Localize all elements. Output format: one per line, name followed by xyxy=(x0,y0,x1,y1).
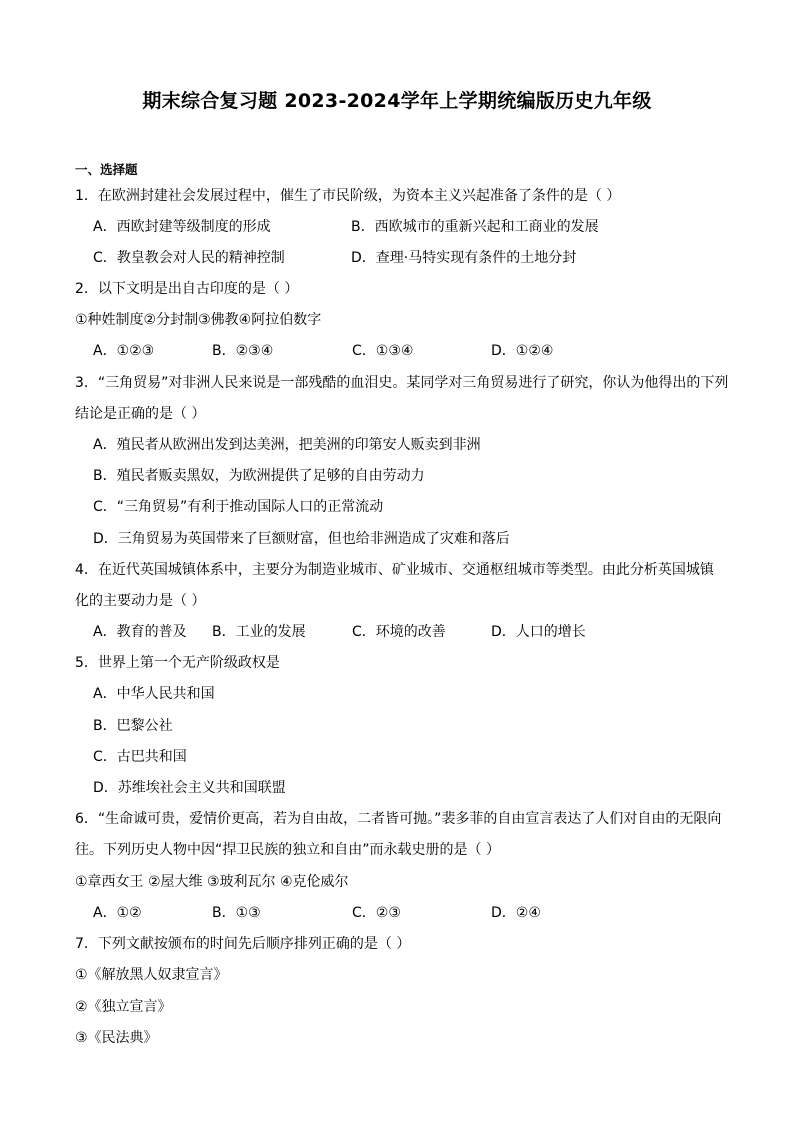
q3-option-b: B．殖民者贩卖黑奴，为欧洲提供了足够的自由劳动力 xyxy=(93,468,425,484)
q3-stem-line1: 3．“三角贸易”对非洲人民来说是一部残酷的血泪史。某同学对三角贸易进行了研究，你认为他得出的下列 xyxy=(75,375,729,391)
q4-option-c: C．环境的改善 xyxy=(352,624,446,640)
q2-option-c: C．①③④ xyxy=(352,343,414,359)
q4-option-d: D．人口的增长 xyxy=(491,624,586,640)
q6-option-d: D．②④ xyxy=(491,905,541,921)
q1-option-c: C．教皇教会对人民的精神控制 xyxy=(93,250,285,266)
q2-option-a: A．①②③ xyxy=(93,343,155,359)
q7-item-3: ③《民法典》 xyxy=(75,1030,158,1046)
q3-option-c: C．“三角贸易”有利于推动国际人口的正常流动 xyxy=(93,499,384,515)
q5-stem: 5．世界上第一个无产阶级政权是 xyxy=(75,655,280,671)
q5-option-a: A．中华人民共和国 xyxy=(93,686,215,702)
q6-option-c: C．②③ xyxy=(352,905,401,921)
q3-option-d: D．三角贸易为英国带来了巨额财富，但也给非洲造成了灾难和落后 xyxy=(93,531,510,547)
q2-items: ①种姓制度②分封制③佛教④阿拉伯数字 xyxy=(75,312,322,328)
q2-option-d: D．①②④ xyxy=(491,343,554,359)
q6-items: ①章西女王 ②屋大维 ③玻利瓦尔 ④克伦威尔 xyxy=(75,874,349,890)
q1-option-b: B．西欧城市的重新兴起和工商业的发展 xyxy=(351,219,599,235)
q1-option-a: A．西欧封建等级制度的形成 xyxy=(93,219,271,235)
q3-option-a: A．殖民者从欧洲出发到达美洲，把美洲的印第安人贩卖到非洲 xyxy=(93,437,481,453)
q4-option-b: B．工业的发展 xyxy=(212,624,306,640)
q3-stem-line2: 结论是正确的是（ ） xyxy=(75,406,206,422)
q4-stem-line1: 4．在近代英国城镇体系中，主要分为制造业城市、矿业城市、交通枢纽城市等类型。由此分析英国城镇 xyxy=(75,562,714,578)
q4-option-a: A．教育的普及 xyxy=(93,624,187,640)
q6-option-a: A．①② xyxy=(93,905,142,921)
q6-stem-line1: 6．“生命诚可贵，爱情价更高，若为自由故，二者皆可抛。”裴多菲的自由宣言表达了人们对自由的无限向 xyxy=(75,811,722,827)
q5-option-d: D．苏维埃社会主义共和国联盟 xyxy=(93,780,286,796)
q2-option-b: B．②③④ xyxy=(212,343,274,359)
q6-option-b: B．①③ xyxy=(212,905,261,921)
q1-stem: 1．在欧洲封建社会发展过程中，催生了市民阶级，为资本主义兴起准备了条件的是（ ） xyxy=(75,188,621,204)
q4-stem-line2: 化的主要动力是（ ） xyxy=(75,593,206,609)
q5-option-c: C．古巴共和国 xyxy=(93,749,187,765)
q2-stem: 2．以下文明是出自古印度的是（ ） xyxy=(75,281,299,297)
q7-stem: 7．下列文献按颁布的时间先后顺序排列正确的是（ ） xyxy=(75,936,411,952)
q1-option-d: D．查理·马特实现有条件的土地分封 xyxy=(351,250,577,266)
q5-option-b: B．巴黎公社 xyxy=(93,718,173,734)
section-heading: 一、选择题 xyxy=(75,162,138,177)
page-title: 期末综合复习题 2023-2024学年上学期统编版历史九年级 xyxy=(142,90,652,112)
q7-item-2: ②《独立宣言》 xyxy=(75,999,172,1015)
q7-item-1: ①《解放黑人奴隶宣言》 xyxy=(75,967,228,983)
q6-stem-line2: 往。下列历史人物中因“捍卫民族的独立和自由”而永载史册的是（ ） xyxy=(75,842,500,858)
